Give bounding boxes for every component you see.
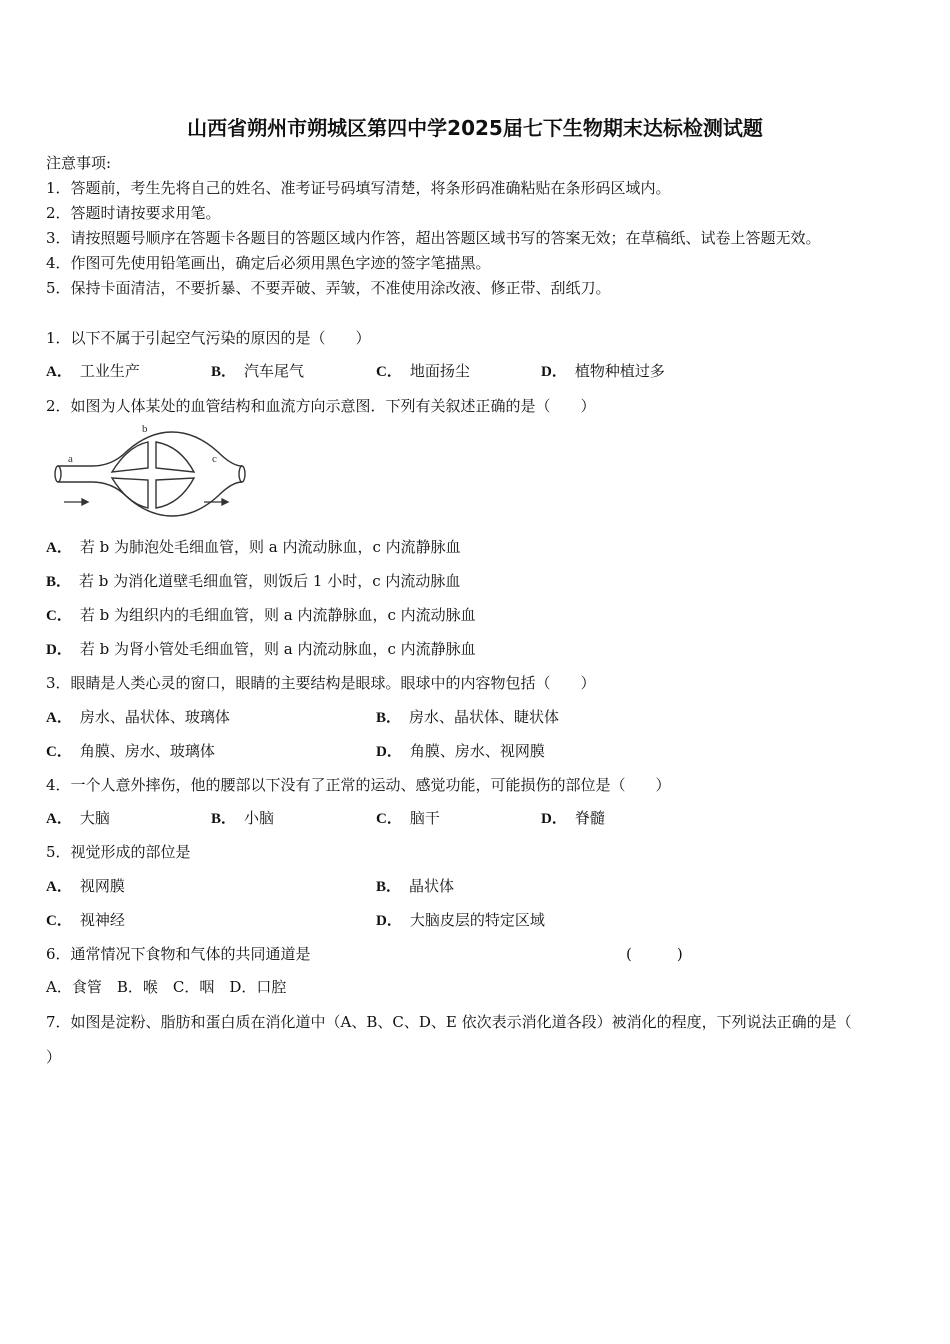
option-a: A． 房水、晶状体、玻璃体	[46, 708, 230, 726]
option-c: C． 脑干	[376, 809, 440, 827]
option-d: D． 植物种植过多	[541, 362, 665, 380]
option-b: B． 汽车尾气	[211, 362, 305, 380]
option-b: B． 小脑	[211, 809, 275, 827]
option-d: D． 脊髓	[541, 809, 605, 827]
notice-item: 4．作图可先使用铅笔画出，确定后必须用黑色字迹的签字笔描黑。	[46, 254, 491, 272]
option-c: C． 若 b 为组织内的毛细血管，则 a 内流静脉血，c 内流动脉血	[46, 606, 476, 624]
page-title: 山西省朔州市朔城区第四中学2025届七下生物期末达标检测试题	[187, 116, 763, 140]
option-d: D． 若 b 为肾小管处毛细血管，则 a 内流动脉血，c 内流静脉血	[46, 640, 476, 658]
question-stem: 6．通常情况下食物和气体的共同通道是	[46, 945, 311, 963]
option-b: B． 若 b 为消化道壁毛细血管，则饭后 1 小时，c 内流动脉血	[46, 572, 461, 590]
question-stem-continued: ）	[46, 1048, 62, 1066]
question-stem: 5．视觉形成的部位是	[46, 843, 191, 861]
label-c: c	[212, 453, 217, 465]
question-stem: 3．眼睛是人类心灵的窗口，眼睛的主要结构是眼球。眼球中的内容物包括（ ）	[46, 674, 596, 692]
option-b: B． 晶状体	[376, 877, 455, 895]
question-stem: 2．如图为人体某处的血管结构和血流方向示意图．下列有关叙述正确的是（ ）	[46, 397, 596, 415]
blood-vessel-diagram	[52, 422, 248, 522]
option-d: D． 角膜、房水、视网膜	[376, 742, 545, 760]
answer-blank: ( )	[626, 945, 683, 963]
option-b: B． 房水、晶状体、睫状体	[376, 708, 560, 726]
question-stem: 7．如图是淀粉、脂肪和蛋白质在消化道中（A、B、C、D、E 依次表示消化道各段）被消化的程度，下列说法正确的是（	[46, 1013, 852, 1031]
notice-item: 2．答题时请按要求用笔。	[46, 204, 221, 222]
option-c: C． 角膜、房水、玻璃体	[46, 742, 215, 760]
option-c: C． 地面扬尘	[376, 362, 470, 380]
label-b: b	[142, 423, 148, 435]
options-line: A．食管 B．喉 C．咽 D．口腔	[46, 978, 287, 996]
notice-item: 5．保持卡面清洁，不要折暴、不要弄破、弄皱，不准使用涂改液、修正带、刮纸刀。	[46, 279, 611, 297]
option-a: A． 若 b 为肺泡处毛细血管，则 a 内流动脉血，c 内流静脉血	[46, 538, 461, 556]
option-a: A． 视网膜	[46, 877, 125, 895]
label-a: a	[68, 453, 73, 465]
question-stem: 1．以下不属于引起空气污染的原因的是（ ）	[46, 329, 371, 347]
option-a: A． 大脑	[46, 809, 110, 827]
option-a: A． 工业生产	[46, 362, 140, 380]
notice-heading: 注意事项:	[46, 154, 112, 172]
notice-item: 3．请按照题号顺序在答题卡各题目的答题区域内作答，超出答题区域书写的答案无效；在草稿纸、试卷上答题无效。	[46, 229, 821, 247]
question-stem: 4．一个人意外摔伤，他的腰部以下没有了正常的运动、感觉功能，可能损伤的部位是（ ）	[46, 776, 671, 794]
notice-item: 1．答题前，考生先将自己的姓名、准考证号码填写清楚，将条形码准确粘贴在条形码区域内。	[46, 179, 671, 197]
option-d: D． 大脑皮层的特定区域	[376, 911, 545, 929]
option-c: C． 视神经	[46, 911, 125, 929]
